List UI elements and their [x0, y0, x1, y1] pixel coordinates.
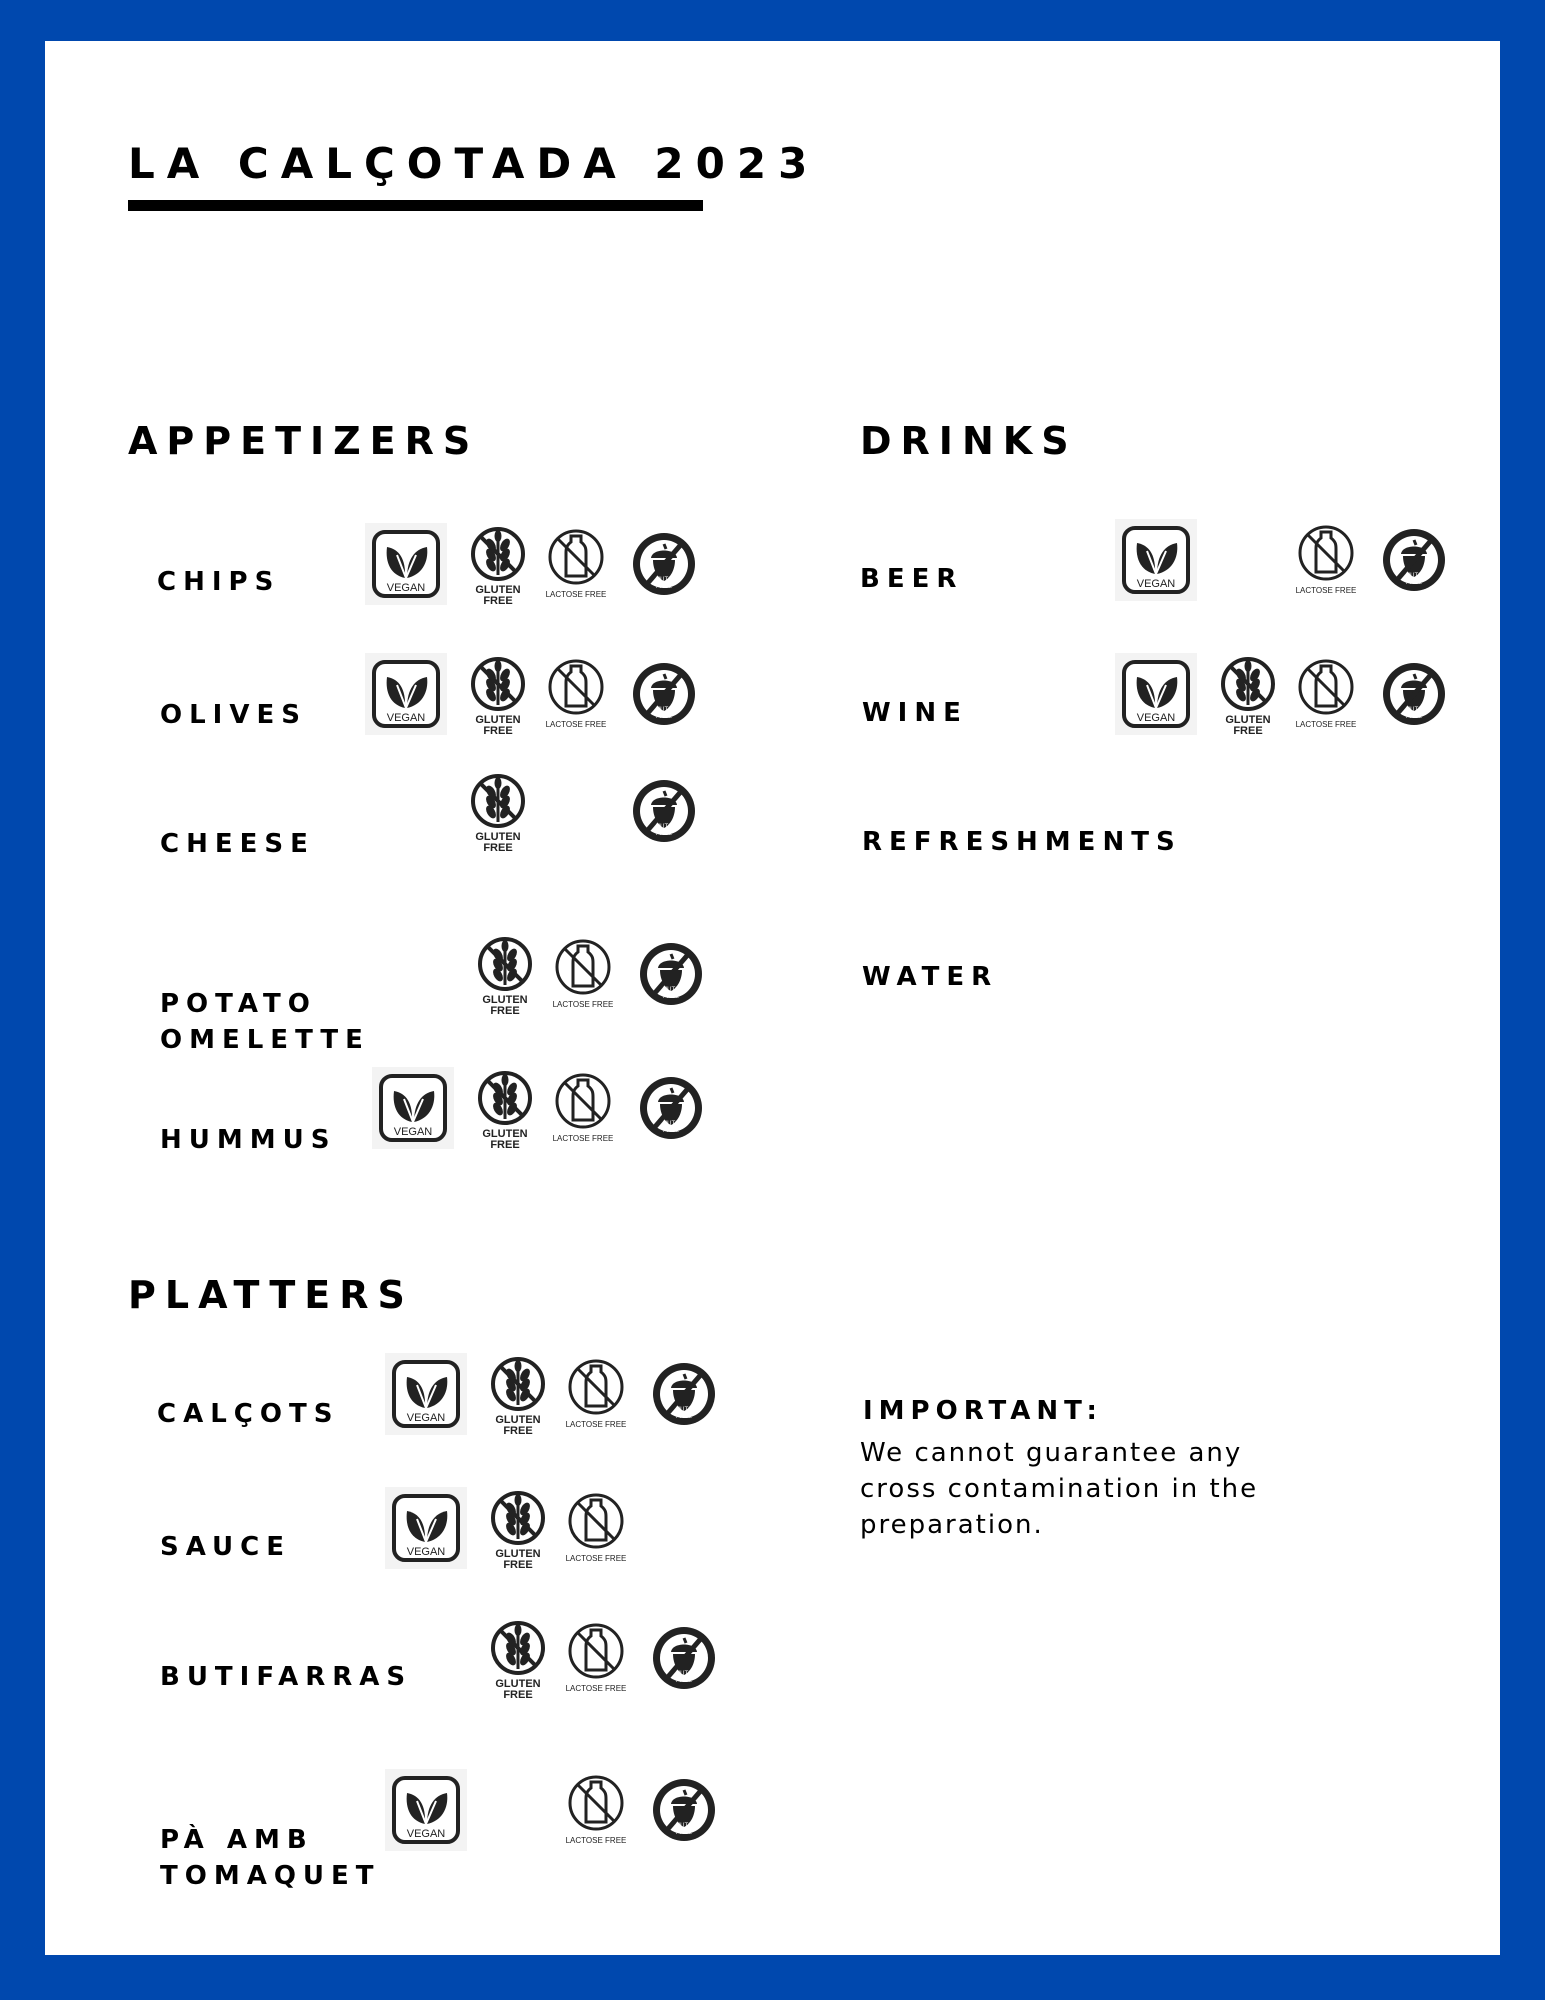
title-underline — [128, 200, 703, 211]
vegan-icon — [383, 1485, 469, 1571]
menu-item-pa-amb-tomaquet — [160, 1822, 381, 1894]
gluten-free-icon — [1205, 651, 1291, 737]
menu-item-olives: OLIVES — [160, 700, 307, 730]
nuts-free-icon — [628, 1065, 714, 1151]
lactose-free-icon — [533, 651, 619, 737]
gluten-free-icon — [475, 1485, 561, 1571]
nuts-free-icon — [621, 521, 707, 607]
gluten-free-icon — [475, 1351, 561, 1437]
menu-item-cheese: CHEESE — [160, 829, 315, 859]
nuts-free-icon — [641, 1615, 727, 1701]
menu-item-line: OMELETTE — [160, 1025, 370, 1055]
vegan-icon — [1113, 651, 1199, 737]
vegan-icon — [383, 1351, 469, 1437]
nuts-free-icon — [1371, 651, 1457, 737]
page-title: LA CALÇOTADA 2023 — [128, 139, 820, 188]
lactose-free-icon — [553, 1767, 639, 1853]
vegan-icon — [370, 1065, 456, 1151]
important-label: IMPORTANT: — [863, 1396, 1103, 1426]
appetizers-heading: APPETIZERS — [128, 419, 480, 463]
menu-item-line: PÀ AMB — [160, 1825, 314, 1855]
gluten-free-icon — [462, 1065, 548, 1151]
gluten-free-icon — [455, 651, 541, 737]
menu-item-butifarras: BUTIFARRAS — [160, 1662, 413, 1692]
nuts-free-icon — [1371, 517, 1457, 603]
nuts-free-icon — [621, 768, 707, 854]
vegan-icon — [363, 521, 449, 607]
gluten-free-icon — [455, 521, 541, 607]
menu-item-chips: CHIPS — [157, 567, 281, 597]
nuts-free-icon — [628, 931, 714, 1017]
vegan-icon — [363, 651, 449, 737]
lactose-free-icon — [1283, 517, 1369, 603]
important-note: We cannot guarantee any cross contamination in the preparation. — [860, 1438, 1259, 1540]
menu-item-refreshments: REFRESHMENTS — [862, 827, 1182, 857]
menu-item-line: POTATO — [160, 989, 317, 1019]
drinks-heading: DRINKS — [860, 419, 1078, 463]
nuts-free-icon — [641, 1767, 727, 1853]
vegan-icon — [383, 1767, 469, 1853]
menu-item-sauce: SAUCE — [160, 1532, 292, 1562]
lactose-free-icon — [553, 1351, 639, 1437]
menu-item-beer: BEER — [860, 564, 964, 594]
platters-heading: PLATTERS — [128, 1273, 414, 1317]
gluten-free-icon — [462, 931, 548, 1017]
gluten-free-icon — [455, 768, 541, 854]
lactose-free-icon — [540, 1065, 626, 1151]
lactose-free-icon — [540, 931, 626, 1017]
gluten-free-icon — [475, 1615, 561, 1701]
lactose-free-icon — [533, 521, 619, 607]
lactose-free-icon — [1283, 651, 1369, 737]
vegan-icon — [1113, 517, 1199, 603]
menu-item-water: WATER — [862, 962, 999, 992]
nuts-free-icon — [621, 651, 707, 737]
menu-item-line: TOMAQUET — [160, 1861, 381, 1891]
lactose-free-icon — [553, 1615, 639, 1701]
menu-sheet — [45, 41, 1500, 1955]
menu-item-potato-omelette — [160, 986, 370, 1058]
menu-item-hummus: HUMMUS — [160, 1125, 337, 1155]
lactose-free-icon — [553, 1485, 639, 1571]
menu-item-calcots: CALÇOTS — [157, 1399, 340, 1429]
nuts-free-icon — [641, 1351, 727, 1437]
menu-item-wine: WINE — [862, 698, 968, 728]
